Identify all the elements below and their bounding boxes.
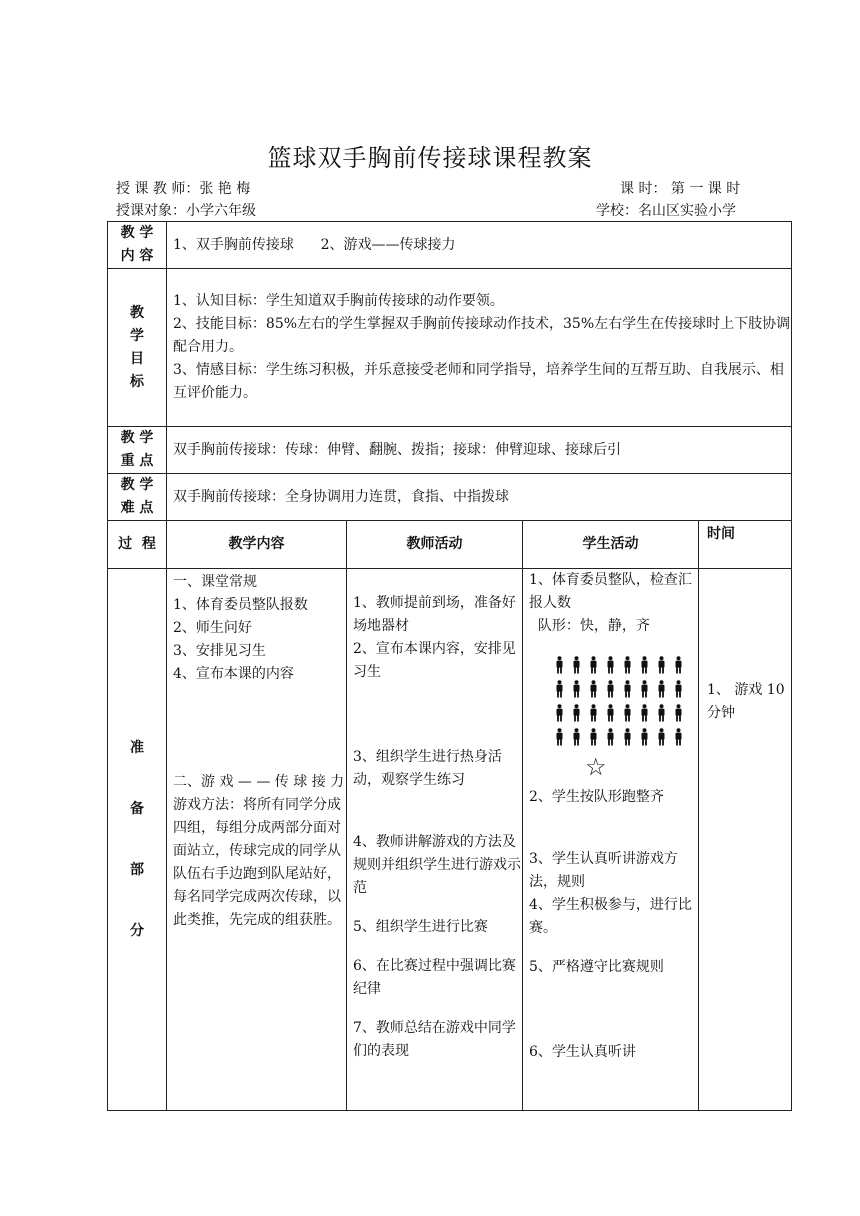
section-label-1: 准	[130, 739, 144, 756]
person-icon	[585, 704, 602, 722]
teacher-4: 4、教师讲解游戏的方法及规则并组织学生进行游戏示范	[353, 834, 521, 896]
person-icon	[619, 656, 636, 674]
person-icon	[568, 704, 585, 722]
lesson-audience: 授课对象：小学六年级	[116, 203, 256, 219]
person-icon	[670, 680, 687, 698]
section-teacher	[347, 569, 523, 1111]
formation-diagram	[551, 656, 698, 752]
teacher-7: 7、教师总结在游戏中同学们的表现	[353, 1020, 516, 1059]
person-icon	[619, 728, 636, 746]
header-time: 时间	[699, 521, 792, 569]
header-teacher: 教师活动	[347, 521, 523, 569]
goals-label-1: 教	[130, 304, 144, 321]
teacher-1: 1、教师提前到场，准备好场地器材	[353, 595, 516, 634]
time-game: 1、 游戏 10 分钟	[707, 682, 790, 721]
header-content: 教学内容	[167, 521, 347, 569]
person-icon	[568, 656, 585, 674]
teacher-name: 授 课 教 师：张 艳 梅	[116, 181, 251, 197]
difficulty-text: 双手胸前传接球：全身协调用力连贯，食指、中指拨球	[167, 474, 792, 521]
person-icon	[568, 728, 585, 746]
person-icon	[670, 656, 687, 674]
formation-row	[551, 704, 698, 728]
content-routine: 一、课堂常规 1、体育委员整队报数 2、师生问好 3、安排见习生 4、宣布本课的内容	[173, 574, 308, 682]
preparation-row	[108, 569, 792, 1111]
goal-cognitive: 1、认知目标：学生知道双手胸前传接球的动作要领。	[173, 293, 504, 309]
person-icon	[551, 680, 568, 698]
goals-label	[108, 269, 167, 427]
person-icon	[585, 656, 602, 674]
person-icon	[551, 656, 568, 674]
formation-row	[551, 656, 698, 680]
person-icon	[619, 680, 636, 698]
content-game: 二、游 戏 — — 传 球 接 力游戏方法：将所有同学分成四组，每组分成两部分面对面站立，传球完成的同学从队伍右手边跑到队尾站好，每名同学完成两次传球，以此类推，先完成的组获胜。	[173, 774, 345, 928]
student-3: 3、学生认真听讲游戏方法，规则	[529, 851, 678, 890]
content-text: 1、双手胸前传接球 2、游戏——传球接力	[167, 222, 792, 269]
person-icon	[653, 704, 670, 722]
formation-row	[551, 728, 698, 752]
section-student	[523, 569, 699, 1111]
key-text: 双手胸前传接球：传球：伸臂、翻腕、拨指；接球：伸臂迎球、接球后引	[167, 427, 792, 474]
student-4: 4、学生积极参与，进行比赛。	[529, 897, 692, 936]
formation-row	[551, 680, 698, 704]
goal-affective: 3、情感目标：学生练习积极，并乐意接受老师和同学指导，培养学生间的互帮互助、自我展示、相互评价能力。	[173, 362, 784, 401]
document-title: 篮球双手胸前传接球课程教案	[267, 144, 593, 172]
teacher-2: 2、宣布本课内容，安排见习生	[353, 641, 516, 680]
student-2: 2、学生按队形跑整齐	[529, 789, 664, 805]
student-formation: 队形：快，静，齐	[529, 618, 650, 634]
goals-text	[167, 269, 792, 427]
goal-skill: 2、技能目标：85%左右的学生掌握双手胸前传接球动作技术，35%左右学生在传接球时上下肢协调配合用力。	[173, 316, 791, 355]
school-name: 学校：名山区实验小学	[596, 203, 736, 219]
lesson-plan-table	[107, 221, 792, 1111]
goals-label-3: 目	[130, 350, 144, 367]
person-icon	[602, 704, 619, 722]
person-icon	[585, 728, 602, 746]
person-icon	[636, 656, 653, 674]
lesson-period: 课 时： 第 一 课 时	[620, 181, 741, 197]
person-icon	[568, 680, 585, 698]
key-label-line2: 重 点	[120, 453, 154, 469]
teacher-5: 5、组织学生进行比赛	[353, 919, 488, 935]
person-icon	[653, 656, 670, 674]
section-content	[167, 569, 347, 1111]
teacher-3: 3、组织学生进行热身活动，观察学生练习	[353, 749, 502, 788]
student-6: 6、学生认真听讲	[529, 1044, 636, 1060]
person-icon	[551, 704, 568, 722]
teacher-6: 6、在比赛过程中强调比赛纪律	[353, 958, 516, 997]
person-icon	[551, 728, 568, 746]
section-label-2: 备	[130, 800, 144, 817]
content-label	[108, 222, 167, 269]
person-icon	[585, 680, 602, 698]
goals-row	[108, 269, 792, 427]
content-row	[108, 222, 792, 269]
person-icon	[602, 680, 619, 698]
content-label-line1: 教 学	[120, 225, 154, 241]
section-time	[699, 569, 792, 1111]
difficulty-label-line2: 难 点	[120, 500, 154, 516]
person-icon	[636, 680, 653, 698]
person-icon	[636, 704, 653, 722]
person-icon	[602, 656, 619, 674]
person-icon	[619, 704, 636, 722]
student-1: 1、体育委员整队，检查汇报人数	[529, 572, 692, 611]
goals-label-4: 标	[130, 373, 144, 390]
difficulty-label	[108, 474, 167, 521]
person-icon	[670, 728, 687, 746]
difficulty-row	[108, 474, 792, 521]
person-icon	[670, 704, 687, 722]
section-label-3: 部	[130, 861, 144, 878]
person-icon	[636, 728, 653, 746]
content-label-line2: 内 容	[120, 248, 154, 264]
student-5: 5、严格遵守比赛规则	[529, 959, 664, 975]
key-label	[108, 427, 167, 474]
key-label-line1: 教 学	[120, 430, 154, 446]
header-row	[108, 521, 792, 569]
section-label	[108, 569, 167, 1111]
person-icon	[653, 728, 670, 746]
header-process: 过 程	[108, 521, 167, 569]
header-student: 学生活动	[523, 521, 699, 569]
goals-label-2: 学	[130, 327, 144, 344]
star-outline-icon: ☆	[585, 753, 607, 781]
key-row	[108, 427, 792, 474]
difficulty-label-line1: 教 学	[120, 477, 154, 493]
section-label-4: 分	[130, 922, 144, 939]
person-icon	[602, 728, 619, 746]
person-icon	[653, 680, 670, 698]
